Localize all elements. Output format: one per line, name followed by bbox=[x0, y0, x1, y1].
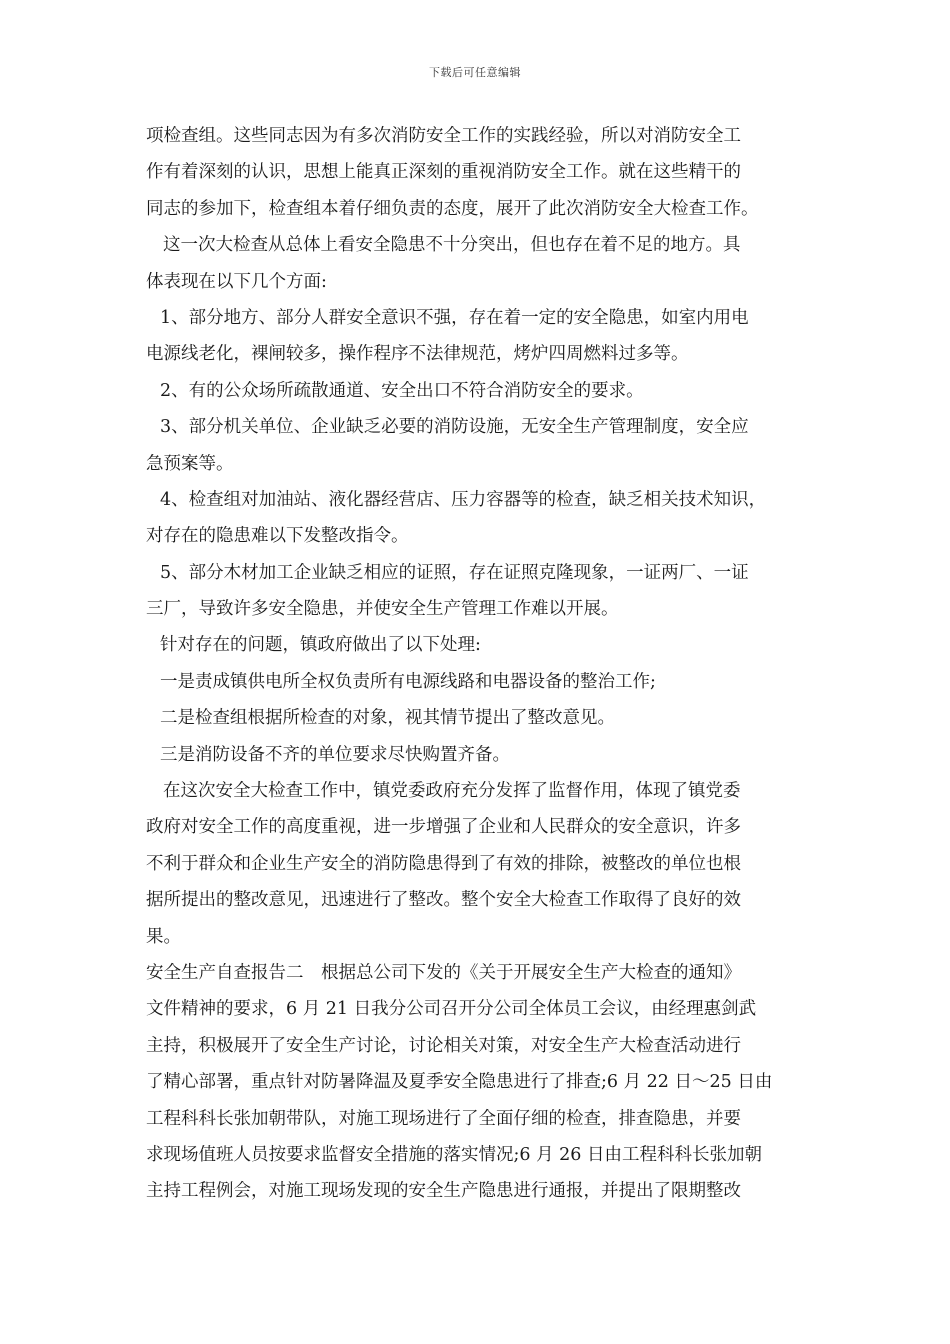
text-line: 对存在的隐患难以下发整改指令。 bbox=[146, 526, 409, 547]
text-line: 5、部分木材加工企业缺乏相应的证照，存在证照克隆现象，一证两厂、一证 bbox=[160, 562, 749, 583]
text-line: 政府对安全工作的高度重视，进一步增强了企业和人民群众的安全意识，许多 bbox=[146, 817, 741, 838]
text-line: 1、部分地方、部分人群安全意识不强，存在着一定的安全隐患，如室内用电 bbox=[160, 307, 749, 328]
text-line: 2、有的公众场所疏散通道、安全出口不符合消防安全的要求。 bbox=[160, 380, 644, 401]
text-line: 项检查组。这些同志因为有多次消防安全工作的实践经验，所以对消防安全工 bbox=[146, 126, 741, 146]
text-line: 在这次安全大检查工作中，镇党委政府充分发挥了监督作用，体现了镇党委 bbox=[163, 781, 741, 802]
text-line: 急预案等。 bbox=[146, 453, 234, 474]
text-line: 主持，积极展开了安全生产讨论，讨论相关对策，对安全生产大检查活动进行 bbox=[146, 1035, 741, 1056]
text-line: 二是检查组根据所检查的对象，视其情节提出了整改意见。 bbox=[160, 708, 615, 729]
text-line: 据所提出的整改意见，迅速进行了整改。整个安全大检查工作取得了良好的效 bbox=[146, 890, 741, 911]
text-line: 文件精神的要求，6 月 21 日我分公司召开分公司全体员工会议，由经理惠剑武 bbox=[146, 999, 757, 1020]
text-line: 了精心部署，重点针对防暑降温及夏季安全隐患进行了排查;6 月 22 日～25 日由 bbox=[146, 1072, 773, 1093]
document-body bbox=[146, 118, 808, 1210]
text-line: 体表现在以下几个方面: bbox=[146, 271, 327, 292]
text-line: 针对存在的问题，镇政府做出了以下处理: bbox=[160, 635, 481, 656]
text-line: 工程科科长张加朝带队，对施工现场进行了全面仔细的检查，排查隐患，并要 bbox=[146, 1108, 741, 1129]
text-line: 三是消防设备不齐的单位要求尽快购置齐备。 bbox=[160, 744, 510, 765]
text-line: 果。 bbox=[146, 926, 181, 947]
text-line: 求现场值班人员按要求监督安全措施的落实情况;6 月 26 日由工程科科长张加朝 bbox=[146, 1144, 762, 1165]
text-line: 三厂，导致许多安全隐患，并使安全生产管理工作难以开展。 bbox=[146, 599, 619, 620]
text-line: 同志的参加下，检查组本着仔细负责的态度，展开了此次消防安全大检查工作。 bbox=[146, 198, 759, 219]
page-header: 下载后可任意编辑 bbox=[429, 66, 521, 79]
text-line: 安全生产自查报告二 根据总公司下发的《关于开展安全生产大检查的通知》 bbox=[146, 962, 741, 983]
text-line: 电源线老化，裸闸较多，操作程序不法律规范，烤炉四周燃料过多等。 bbox=[146, 344, 689, 365]
text-line: 这一次大检查从总体上看安全隐患不十分突出，但也存在着不足的地方。具 bbox=[163, 235, 741, 256]
text-line: 不利于群众和企业生产安全的消防隐患得到了有效的排除，被整改的单位也根 bbox=[146, 853, 741, 874]
text-line: 一是责成镇供电所全权负责所有电源线路和电器设备的整治工作; bbox=[160, 671, 656, 692]
text-line: 4、检查组对加油站、液化器经营店、压力容器等的检查，缺乏相关技术知识， bbox=[160, 489, 767, 510]
text-line: 作有着深刻的认识，思想上能真正深刻的重视消防安全工作。就在这些精干的 bbox=[146, 162, 741, 183]
text-line: 3、部分机关单位、企业缺乏必要的消防设施，无安全生产管理制度，安全应 bbox=[160, 417, 749, 438]
text-line: 主持工程例会，对施工现场发现的安全生产隐患进行通报，并提出了限期整改 bbox=[146, 1181, 741, 1202]
